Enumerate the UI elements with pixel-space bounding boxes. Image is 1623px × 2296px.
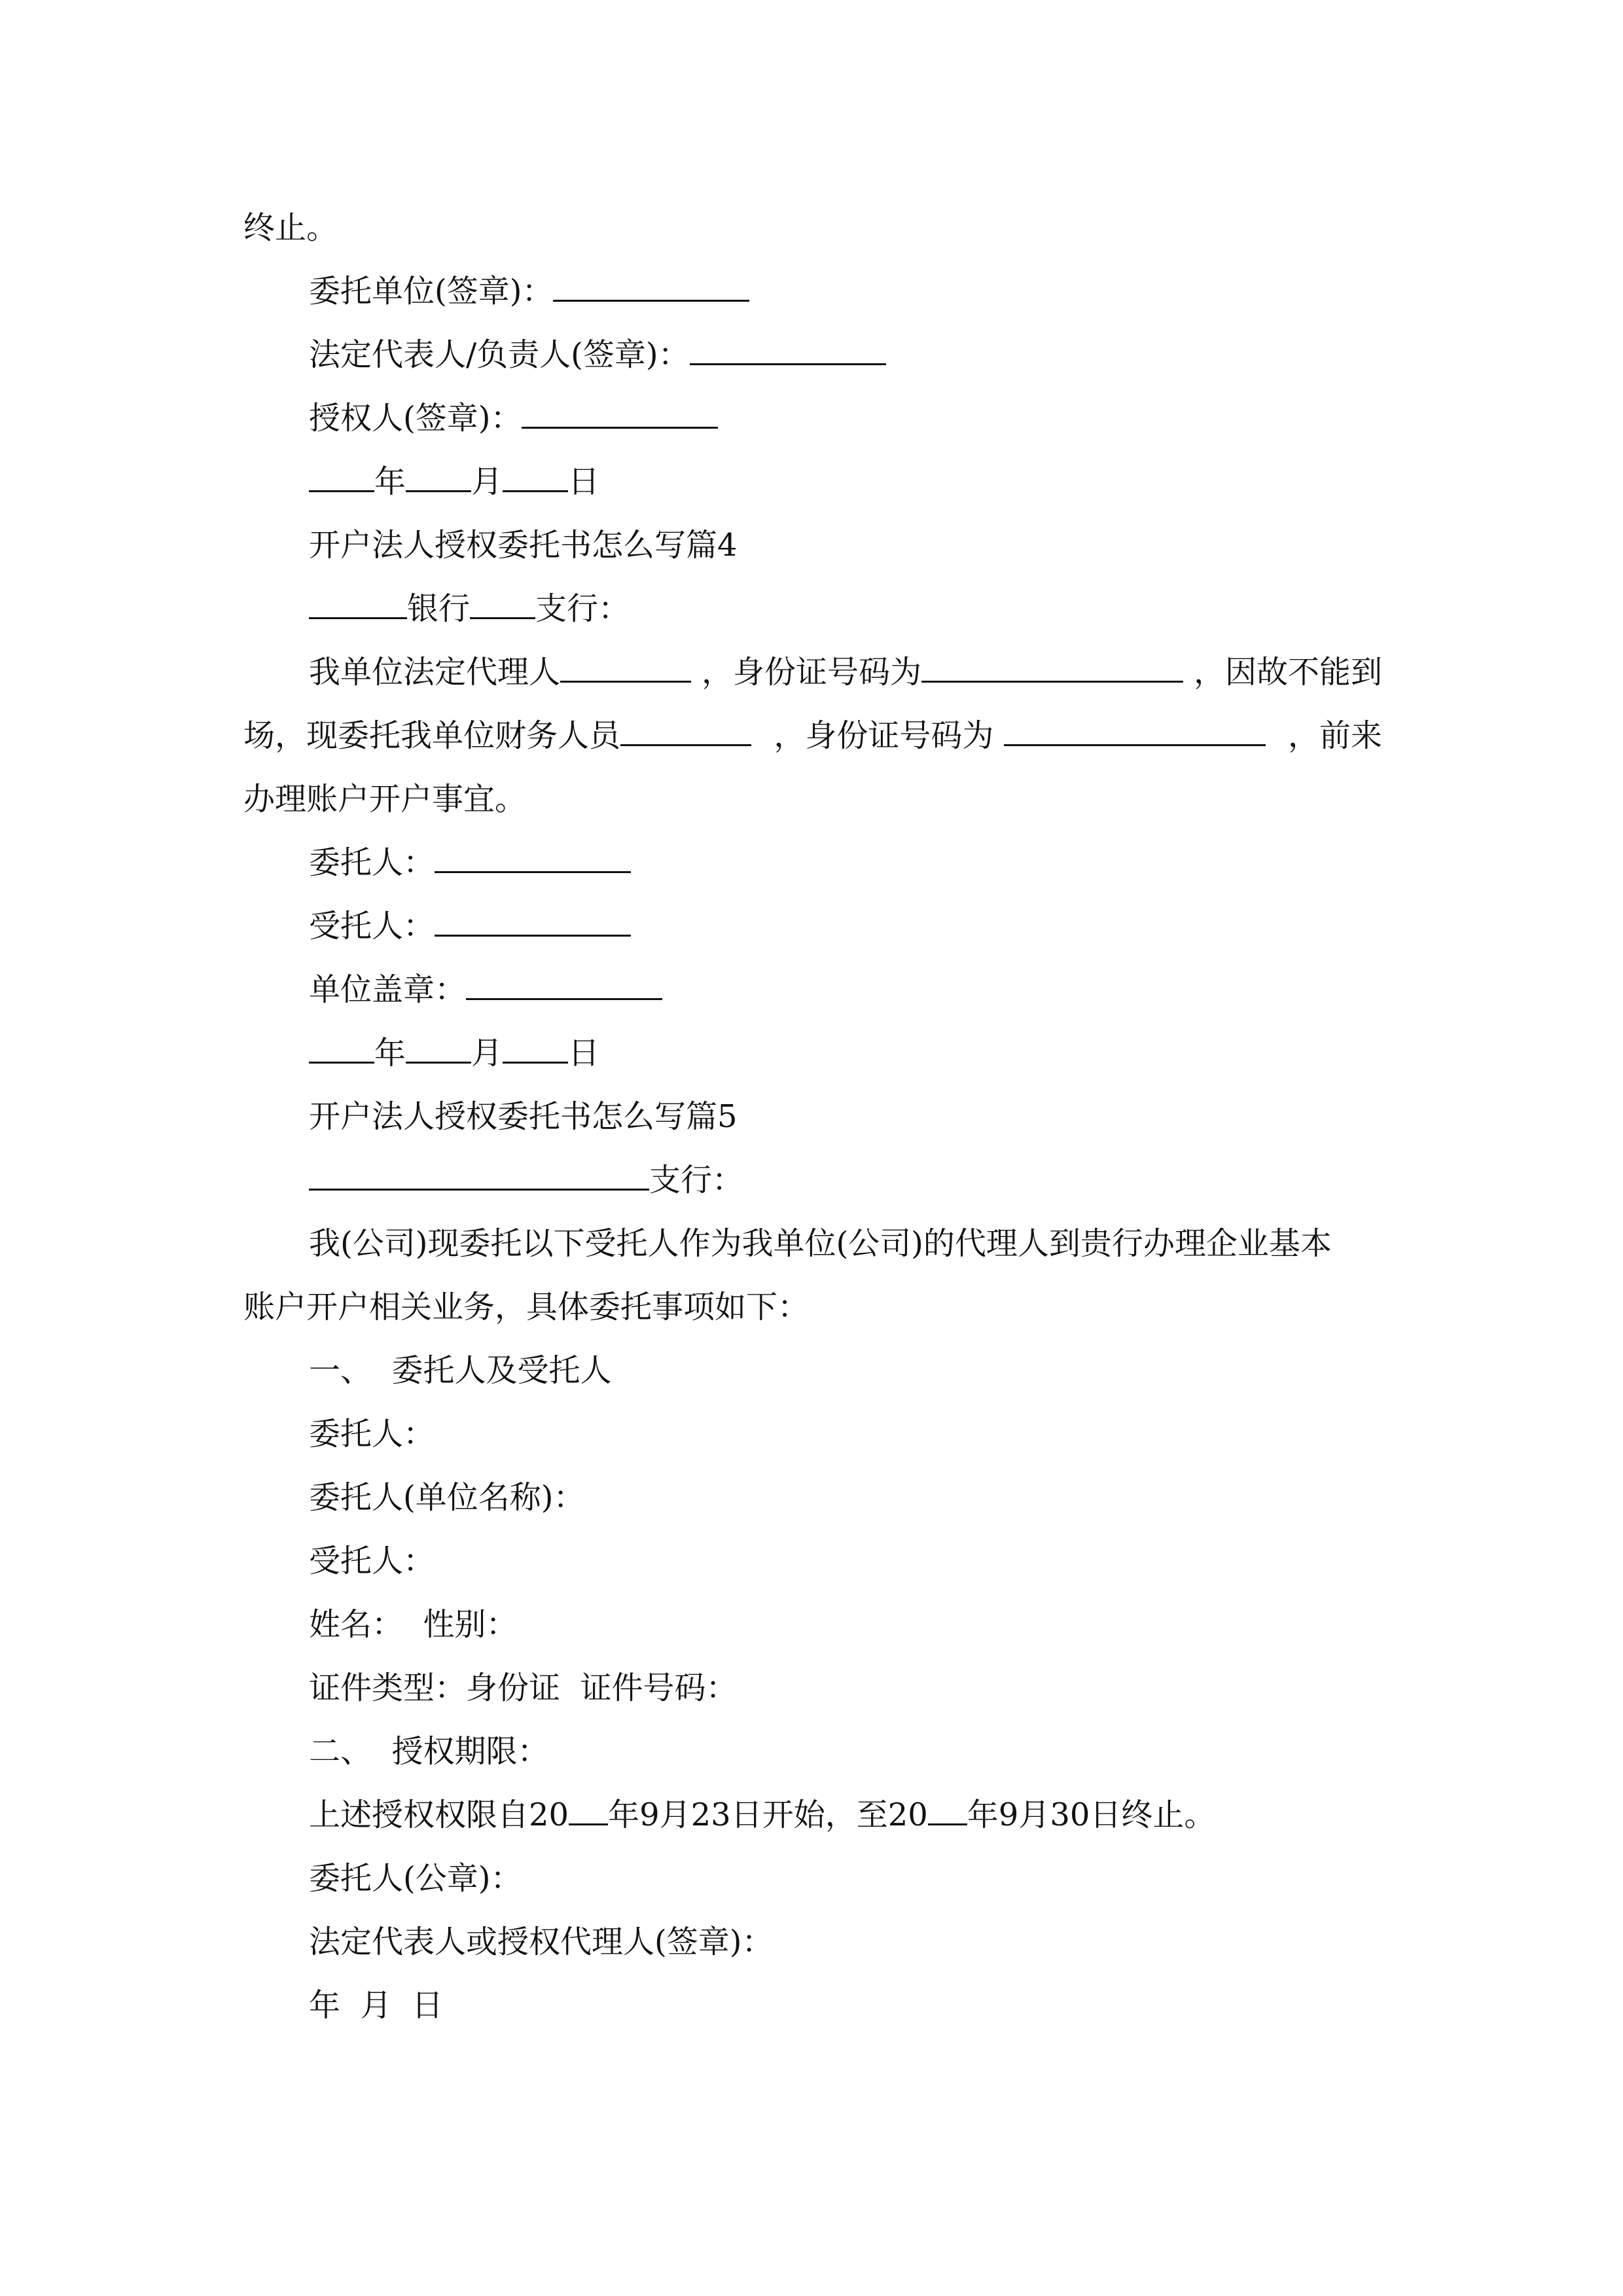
signature-label: 委托人：	[309, 844, 435, 881]
signature-line-seal	[243, 958, 1382, 1022]
date-line	[243, 1974, 1382, 2037]
year-label: 年	[374, 1035, 406, 1071]
month-blank	[406, 456, 471, 492]
field-line	[243, 1403, 1382, 1466]
branch-blank	[470, 583, 535, 619]
day-blank	[503, 456, 568, 492]
signature-blank	[522, 393, 718, 429]
paragraph-line	[243, 1212, 1382, 1276]
text-segment: 账户开户相关业务，具体委托事项如下：	[243, 1289, 810, 1325]
field-label: 委托人(公章)：	[309, 1860, 522, 1897]
agent-name-blank	[560, 647, 691, 683]
signature-blank	[435, 901, 631, 937]
field-line	[243, 1593, 1382, 1657]
text-segment: ，身份证号码为	[774, 717, 994, 754]
field-line	[243, 1847, 1382, 1910]
year-blank	[309, 456, 374, 492]
branch-name-blank	[309, 1155, 649, 1191]
heading-line	[243, 1720, 1382, 1784]
year-blank	[569, 1789, 608, 1825]
section-title	[243, 1085, 1382, 1149]
text-segment: ，身份证号码为	[701, 654, 921, 691]
paragraph-end-text: 终止。	[243, 209, 338, 246]
signature-line-authorizer	[243, 387, 1382, 450]
text-segment: 办理账户开户事宜。	[243, 781, 527, 817]
day-blank	[503, 1028, 568, 1064]
bank-label: 银行	[407, 590, 471, 627]
numbered-heading: 一、 委托人及受托人	[309, 1352, 612, 1389]
month-label: 月	[471, 1035, 503, 1071]
field-label: 法定代表人或授权代理人(签章)：	[309, 1924, 774, 1960]
signature-line-representative	[243, 323, 1382, 387]
bank-line	[243, 577, 1382, 641]
field-line	[243, 1910, 1382, 1974]
text-line	[243, 196, 1382, 260]
field-label: 姓名： 性别：	[309, 1606, 518, 1643]
text-segment: 我(公司)现委托以下受托人作为我单位(公司)的代理人到贵行办理企业基本	[309, 1225, 1332, 1262]
signature-label: 法定代表人/负责人(签章)：	[309, 336, 690, 373]
signature-blank	[553, 266, 749, 302]
text-segment: ，因故不能到	[1193, 654, 1382, 691]
field-label: 委托人(单位名称)：	[309, 1479, 585, 1516]
signature-label: 授权人(签章)：	[309, 400, 522, 437]
section-4-title: 开户法人授权委托书怎么写篇4	[309, 527, 738, 564]
bank-blank	[309, 583, 407, 619]
section-5-title: 开户法人授权委托书怎么写篇5	[309, 1098, 738, 1135]
text-segment: 年9月23日开始，至20	[608, 1797, 928, 1833]
heading-line	[243, 1339, 1382, 1403]
signature-blank	[466, 964, 662, 1000]
field-label: 委托人：	[309, 1416, 435, 1452]
signature-label: 委托单位(签章)：	[309, 273, 554, 310]
date-text: 年 月 日	[309, 1987, 444, 2024]
field-line	[243, 1530, 1382, 1593]
date-line	[243, 1022, 1382, 1085]
signature-blank	[435, 837, 631, 873]
id-number-blank	[921, 647, 1183, 683]
text-segment: 上述授权权限自20	[309, 1797, 569, 1833]
signature-blank	[690, 329, 886, 365]
month-label: 月	[471, 463, 503, 500]
field-line	[243, 1657, 1382, 1720]
branch-line	[243, 1149, 1382, 1212]
day-label: 日	[568, 1035, 600, 1071]
paragraph-line	[243, 704, 1382, 768]
branch-label: 支行：	[535, 590, 630, 627]
text-segment: 场，现委托我单位财务人员	[243, 717, 621, 754]
document-body	[243, 196, 1382, 2037]
text-segment: 年9月30日终止。	[967, 1797, 1216, 1833]
text-segment: ，前来	[1287, 717, 1382, 754]
field-label: 受托人：	[309, 1543, 435, 1579]
term-line	[243, 1784, 1382, 1847]
signature-label: 单位盖章：	[309, 971, 467, 1008]
numbered-heading: 二、 授权期限：	[309, 1733, 549, 1770]
signature-line-unit	[243, 260, 1382, 323]
year-blank	[309, 1028, 374, 1064]
field-label: 证件类型：身份证 证件号码：	[309, 1670, 738, 1706]
year-blank	[928, 1789, 967, 1825]
staff-name-blank	[620, 710, 751, 746]
id-number-blank	[1004, 710, 1266, 746]
branch-label: 支行：	[649, 1162, 744, 1198]
paragraph-line	[243, 768, 1382, 831]
signature-label: 受托人：	[309, 908, 435, 944]
signature-line-principal	[243, 831, 1382, 895]
paragraph-line	[243, 1276, 1382, 1339]
year-label: 年	[374, 463, 406, 500]
field-line	[243, 1466, 1382, 1530]
month-blank	[406, 1028, 471, 1064]
section-title	[243, 514, 1382, 577]
day-label: 日	[568, 463, 600, 500]
signature-line-agent	[243, 895, 1382, 958]
text-segment: 我单位法定代理人	[309, 654, 561, 691]
paragraph-line	[243, 641, 1382, 704]
date-line	[243, 450, 1382, 514]
